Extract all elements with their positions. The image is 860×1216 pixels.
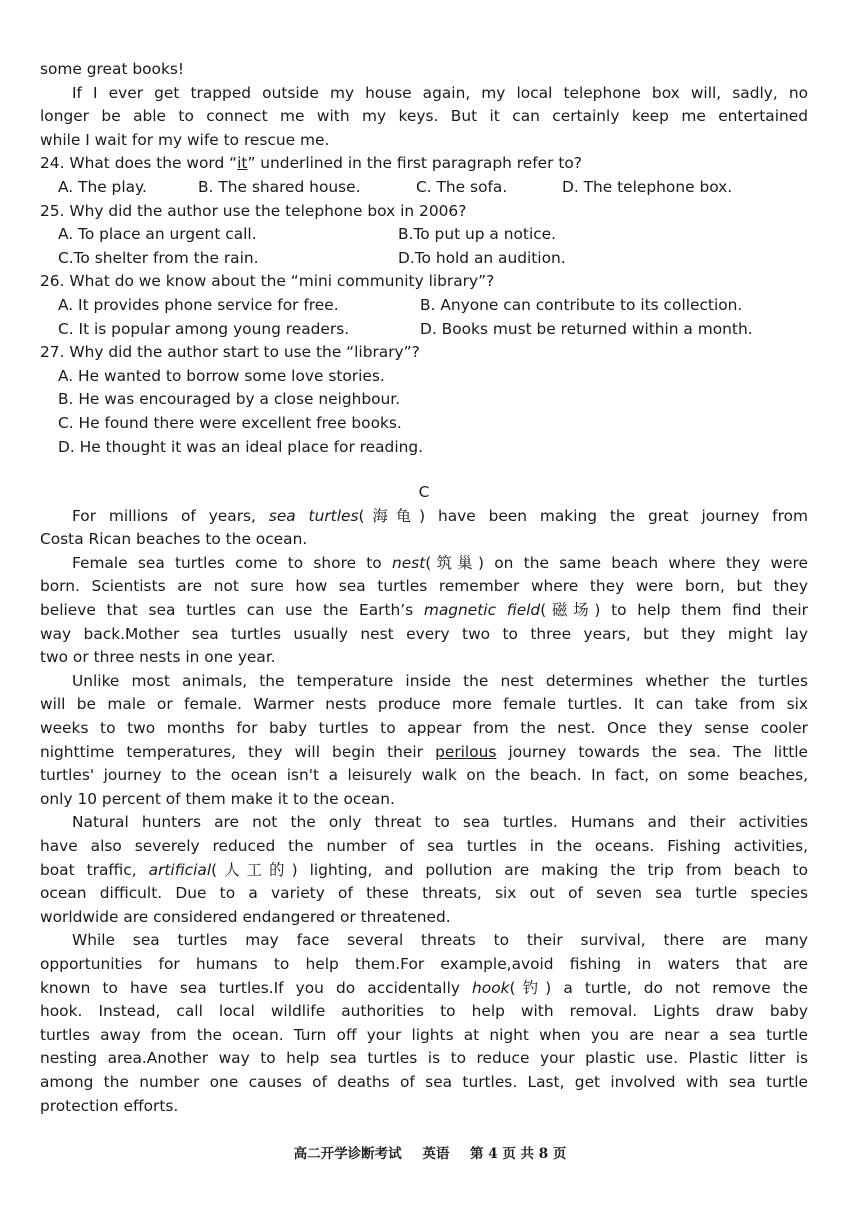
text: Female sea turtles come to shore to xyxy=(72,553,382,572)
passage-b-paragraph-line: while I wait for my wife to rescue me. xyxy=(40,130,330,149)
question-26-stem: 26. What do we know about the “mini community library”? xyxy=(40,272,495,291)
option-d: D. Books must be returned within a month. xyxy=(420,319,753,338)
passage-c-p5-line: hook. Instead, call local wildlife authorities to help with removal. Lights draw baby xyxy=(40,1002,808,1021)
text: a turtle, do not remove the xyxy=(563,978,808,997)
passage-c-p4-line xyxy=(40,859,808,883)
glossed-term: hook xyxy=(472,978,510,997)
option-a: A. It provides phone service for free. xyxy=(58,295,339,314)
question-25-options-row-2 xyxy=(40,247,808,271)
passage-c-p5-line: protection efforts. xyxy=(40,1096,179,1115)
passage-b-tail: some great books! xyxy=(40,60,185,78)
text: nighttime temperatures, they will begin their xyxy=(40,742,424,761)
option-c: C. The sofa. xyxy=(416,177,508,196)
gloss: (筑巢) xyxy=(425,553,485,572)
subject-name: 英语 xyxy=(422,1146,450,1162)
passage-c-title: C xyxy=(418,483,430,502)
text: on the same beach where they were xyxy=(494,553,808,572)
question-24-options xyxy=(40,176,808,200)
passage-c-p3-line: weeks to two months for baby turtles to appear from the nest. Once they sense cooler xyxy=(40,719,808,738)
passage-c-p5-line: nesting area.Another way to help sea turtles is to reduce your plastic use. Plastic litter is xyxy=(40,1049,808,1068)
passage-c-p3-line: will be male or female. Warmer nests produce more female turtles. It can take from six xyxy=(40,695,808,714)
gloss: (人工的) xyxy=(211,860,298,879)
passage-c-p2-line xyxy=(40,552,808,576)
passage-c-p5-line xyxy=(40,977,808,1001)
question-27-stem: 27. Why did the author start to use the “library”? xyxy=(40,343,420,362)
passage-c-p5-line: While sea turtles may face several threats to their survival, there are many xyxy=(72,931,808,950)
question-25-options-row-1 xyxy=(40,223,808,247)
gloss: (钓) xyxy=(509,978,552,997)
text: boat traffic, xyxy=(40,860,137,879)
passage-c-p4-line: have also severely reduced the number of sea turtles in the oceans. Fishing activities, xyxy=(40,837,808,855)
option-c: C.To shelter from the rain. xyxy=(58,248,259,267)
passage-c-p2-line: born. Scientists are not sure how sea turtles remember where they were born, but they xyxy=(40,577,808,596)
question-26-options-row-2 xyxy=(40,318,808,342)
text: known to have sea turtles.If you do accidentally xyxy=(40,978,460,997)
passage-c-p3-line: only 10 percent of them make it to the ocean. xyxy=(40,789,395,808)
question-25-stem: 25. Why did the author use the telephone box in 2006? xyxy=(40,201,467,220)
glossed-term: sea turtles xyxy=(268,506,359,525)
passage-c-p1-line xyxy=(40,505,808,529)
passage-c-p2-line: two or three nests in one year. xyxy=(40,648,276,667)
passage-c-p2-line xyxy=(40,599,808,623)
page-number: 第 4 页 共 8 页 xyxy=(470,1146,567,1162)
passage-c-p4-line: Natural hunters are not the only threat to sea turtles. Humans and their activities xyxy=(72,813,808,832)
option-d: D. He thought it was an ideal place for reading. xyxy=(58,437,424,456)
underlined-word: perilous xyxy=(435,742,497,761)
text: believe that sea turtles can use the Earth’s xyxy=(40,601,414,620)
question-24-suffix: ” underlined in the first paragraph refer to? xyxy=(247,154,582,173)
exam-name: 高二开学诊断考试 xyxy=(293,1146,402,1162)
option-d: D. The telephone box. xyxy=(562,177,733,196)
question-26-options-row-1 xyxy=(40,294,808,318)
option-a: A. The play. xyxy=(58,177,147,196)
option-b: B. The shared house. xyxy=(198,177,361,196)
option-a: A. To place an urgent call. xyxy=(58,225,257,244)
underlined-word: it xyxy=(237,154,248,173)
passage-c-p5-line: opportunities for humans to help them.For example,avoid fishing in waters that are xyxy=(40,954,808,973)
text: journey towards the sea. The little xyxy=(508,742,809,761)
text: lighting, and pollution are making the trip from beach to xyxy=(309,860,808,879)
option-b: B. Anyone can contribute to its collection. xyxy=(420,295,743,314)
glossed-term: artificial xyxy=(148,860,212,879)
option-c: C. It is popular among young readers. xyxy=(58,319,350,338)
gloss: (海龟) xyxy=(358,506,426,525)
passage-c-p4-line: worldwide are considered endangered or threatened. xyxy=(40,907,451,926)
option-a: A. He wanted to borrow some love stories. xyxy=(58,366,385,385)
option-b: B. He was encouraged by a close neighbour. xyxy=(58,390,401,409)
text: have been making the great journey from xyxy=(437,506,808,525)
page-footer xyxy=(0,1142,860,1162)
option-c: C. He found there were excellent free books. xyxy=(58,413,402,432)
gloss: (磁场) xyxy=(540,601,601,620)
passage-c-p1-line: Costa Rican beaches to the ocean. xyxy=(40,530,308,549)
passage-c-p5-line: among the number one causes of deaths of sea turtles. Last, get involved with sea turtle xyxy=(40,1072,808,1091)
option-d: D.To hold an audition. xyxy=(398,248,566,267)
question-24-prefix: 24. What does the word “ xyxy=(40,154,238,173)
text: For millions of years, xyxy=(72,506,256,525)
passage-c-p3-line: turtles' journey to the ocean isn't a leisurely walk on the beach. In fact, on some beaches, xyxy=(40,766,808,785)
glossed-term: nest xyxy=(391,553,426,572)
passage-b-paragraph-line: longer be able to connect me with my keys. But it can certainly keep me entertained xyxy=(40,107,808,126)
glossed-term: magnetic field xyxy=(423,601,541,620)
passage-b-paragraph-line: If I ever get trapped outside my house again, my local telephone box will, sadly, no xyxy=(72,83,808,102)
passage-c-p3-line: Unlike most animals, the temperature inside the nest determines whether the turtles xyxy=(72,671,808,690)
option-b: B.To put up a notice. xyxy=(398,225,557,244)
passage-c-p5-line: turtles away from the ocean. Turn off your lights at night when you are near a sea turtle xyxy=(40,1025,808,1044)
question-24-stem xyxy=(40,152,808,176)
passage-c-p3-line xyxy=(40,741,808,765)
passage-c-p2-line: way back.Mother sea turtles usually nest every two to three years, but they might lay xyxy=(40,624,808,643)
text: to help them find their xyxy=(611,601,808,620)
passage-c-p4-line: ocean difficult. Due to a variety of these threats, six out of seven sea turtle species xyxy=(40,884,808,903)
